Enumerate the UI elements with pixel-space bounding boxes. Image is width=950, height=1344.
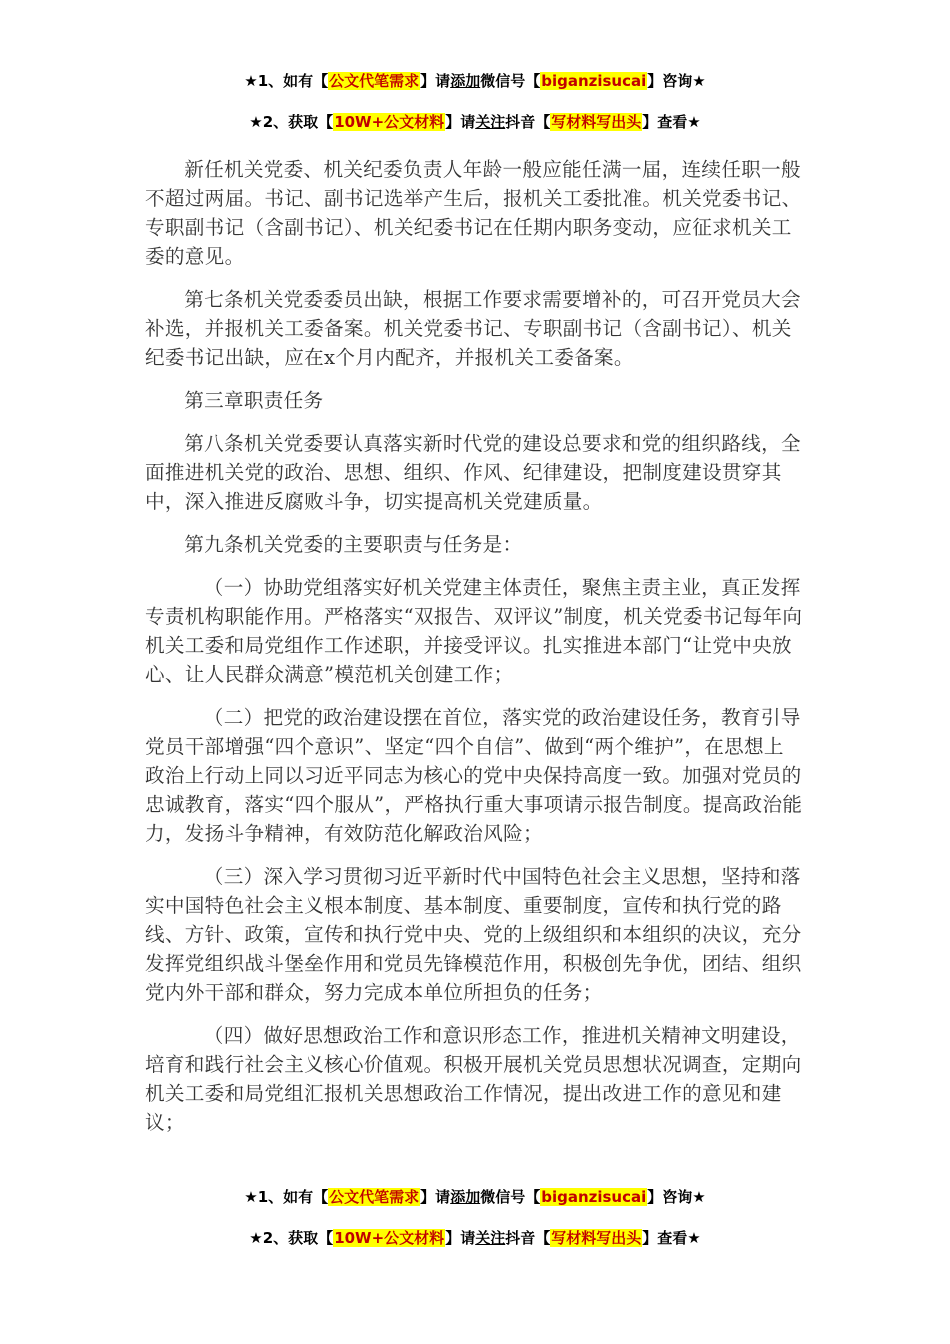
- banner-text: 】请: [445, 113, 476, 131]
- banner-text: 】查看★: [642, 1229, 701, 1247]
- banner-text: ★2、获取【: [249, 1229, 334, 1247]
- underlined-text: 关注: [475, 1229, 506, 1247]
- banner-text: 微信号【: [480, 72, 541, 90]
- highlighted-text: biganzisucai: [541, 1188, 647, 1206]
- banner-text: 微信号【: [480, 1188, 541, 1206]
- banner-text: 抖音【: [505, 1229, 551, 1247]
- highlighted-text: 10W+公文材料: [334, 1229, 445, 1247]
- list-item: （二）把党的政治建设摆在首位，落实党的政治建设任务，教育引导党员干部增强“四个意识”、坚定“四个自信”、做到“两个维护”，在思想上政治上行动上同以习近平同志为核心的党中央保持高度一致。加强对党员的忠诚教育，落实“四个服从”，严格执行重大事项请示报告制度。提高政治能力，发扬斗争精神，有效防范化解政治风险；: [145, 706, 803, 845]
- chapter-heading: 第三章职责任务: [184, 389, 324, 412]
- list-item: （三）深入学习贯彻习近平新时代中国特色社会主义思想，坚持和落实中国特色社会主义根本制度、基本制度、重要制度，宣传和执行党的路线、方针、政策，宣传和执行党中央、党的上级组织和本组织的决议，充分发挥党组织战斗堡垒作用和党员先锋模范作用，积极创先争优，团结、组织党内外干部和群众，努力完成本单位所担负的任务；: [145, 865, 802, 1004]
- promo-banner-bottom-line-2: [0, 1228, 950, 1248]
- banner-text: 】请: [420, 72, 451, 90]
- document-body: [145, 155, 803, 1137]
- banner-text: 】咨询★: [647, 1188, 706, 1206]
- highlighted-text: 公文代笔需求: [329, 72, 420, 90]
- banner-text: ★2、获取【: [249, 113, 334, 131]
- highlighted-text: 写材料写出头: [551, 113, 642, 131]
- highlighted-text: biganzisucai: [541, 72, 647, 90]
- banner-text: 】请: [420, 1188, 451, 1206]
- banner-text: ★1、如有【: [244, 72, 329, 90]
- banner-text: ★1、如有【: [244, 1188, 329, 1206]
- banner-text: 抖音【: [505, 113, 551, 131]
- underlined-text: 添加: [450, 72, 481, 90]
- promo-banner-line-2: [0, 112, 950, 132]
- paragraph: 第八条机关党委要认真落实新时代党的建设总要求和党的组织路线，全面推进机关党的政治、思想、组织、作风、纪律建设，把制度建设贯穿其中，深入推进反腐败斗争，切实提高机关党建质量。: [145, 432, 801, 513]
- highlighted-text: 10W+公文材料: [334, 113, 445, 131]
- list-item: （一）协助党组落实好机关党建主体责任，聚焦主责主业，真正发挥专责机构职能作用。严格落实“双报告、双评议”制度，机关党委书记每年向机关工委和局党组作工作述职，并接受评议。扎实推进本部门“让党中央放心、让人民群众满意”模范机关创建工作；: [145, 576, 803, 686]
- list-item: （四）做好思想政治工作和意识形态工作，推进机关精神文明建设，培育和践行社会主义核心价值观。积极开展机关党员思想状况调查，定期向机关工委和局党组汇报机关思想政治工作情况，提出改进工作的意见和建议；: [145, 1024, 802, 1134]
- paragraph: 第七条机关党委委员出缺，根据工作要求需要增补的，可召开党员大会补选，并报机关工委备案。机关党委书记、专职副书记（含副书记）、机关纪委书记出缺，应在x个月内配齐，并报机关工委备案。: [145, 288, 801, 369]
- paragraph: 第九条机关党委的主要职责与任务是：: [184, 533, 523, 556]
- underlined-text: 关注: [475, 113, 506, 131]
- underlined-text: 添加: [450, 1188, 481, 1206]
- highlighted-text: 写材料写出头: [551, 1229, 642, 1247]
- banner-text: 】咨询★: [647, 72, 706, 90]
- banner-text: 】请: [445, 1229, 476, 1247]
- promo-banner-line-1: [0, 71, 950, 91]
- paragraph: 新任机关党委、机关纪委负责人年龄一般应能任满一届，连续任职一般不超过两届。书记、副书记选举产生后，报机关工委批准。机关党委书记、专职副书记（含副书记）、机关纪委书记在任期内职务变动，应征求机关工委的意见。: [145, 158, 802, 268]
- highlighted-text: 公文代笔需求: [329, 1188, 420, 1206]
- banner-text: 】查看★: [642, 113, 701, 131]
- promo-banner-bottom-line-1: [0, 1187, 950, 1207]
